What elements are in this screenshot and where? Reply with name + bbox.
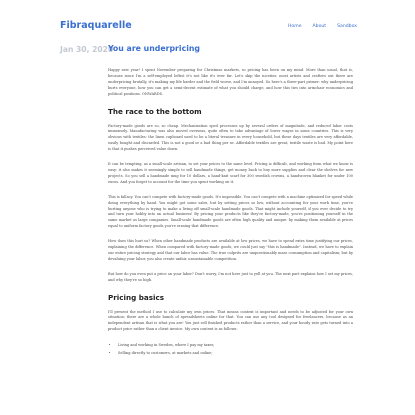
post-title: You are underpricing [108, 44, 201, 53]
context-list [108, 342, 353, 356]
intro-paragraph: Happy new year! I spent November preparing for Christmas markets, so pricing has been on my mind. More than usual, that is, because since I'm a self-employed leftist it's not like it's ever far. Let's skip the niceties: most artists and crafters out there are underpricing brutally, it's making my life harder and the field worse, and I'm annoyed. So here's a three-part primer: why underpricing hurts everyone, how you can get a semi-decent estimate of what you should charge, and how this ties into armchair economics and political positions. ONWARDS. [108, 68, 353, 96]
site-title-link[interactable]: Fibraquarelle [60, 20, 132, 31]
nav-about-link[interactable]: About [312, 24, 327, 29]
race-paragraph-4: How does this hurt us? When other handmade products are available at low prices, we have to spend extra time justifying our prices, explaining the difference. When compared with factory-made goods, we could just say "this is handmade". Instead, we have to explain our entire pricing strategy and that our labor has value. The true culprits are unquestionably mass consumption and capitalism; but by devaluing your labor, you also create unfair, unsustainable competition. [108, 239, 353, 261]
race-paragraph-5: But how do you even put a price on your labor? Don't worry, I'm not here just to yell at you. The next part explains how I set my prices, and why they're so high. [108, 271, 353, 282]
list-item: • Living and working in Sweden, where I pay my taxes; [118, 342, 353, 348]
race-paragraph-1: Factory-made goods are so, so cheap. Mechanization sped processes up by several orders of magnitude, and reduced labor costs immensely. Manufacturing was also moved overseas, quite often to take advantage of lower wages in some countries. This is very obvious with textiles: the linen cupboard used to be a literal treasure in every household, but these days textiles are very affordable, easily bought and discarded. This is not a good or a bad thing per se. Affordable textiles are great, textile waste is bad. My point here is that it pushes perceived value down. [108, 123, 353, 152]
section-heading-basics: Pricing basics [108, 292, 165, 302]
main-nav [288, 24, 357, 29]
basics-paragraph-1: I'll present the method I use to calculate my own prices. That means context is important and needs to be adjusted for your own situation: there are a whole bunch of spreadsheets online for that. You can use any tool designed for freelancers, because as an independent artisan that is what you are! You just sell finished products rather than a service, and your hourly rate gets turned into a product price rather than a client invoice. My own context is as follows: [108, 309, 353, 332]
list-item: • Selling directly to customers, at markets and online; [118, 350, 353, 356]
race-paragraph-3: This is fallacy. You can't compete with factory-made goods. It's impossible. You can't compete with a machine optimized for speed while doing everything by hand. You might get some sales, but by setting prices so low, without accounting for your work time, you're hurting anyone who is trying to make a living off small-scale handmade goods. That might include yourself, if you ever decide to try and turn your hobby into an actual business! By pricing your products like they're factory-made, you're positioning yourself in the same market as large companies. Small-scale handmade goods are often high quality and unique: by making them available at prices equal to uniform factory goods you're erasing that difference. [108, 194, 353, 229]
post-content [108, 44, 353, 357]
nav-sandbox-link[interactable]: Sandbox [337, 24, 357, 29]
section-heading-race: The race to the bottom [108, 106, 202, 116]
nav-home-link[interactable]: Home [287, 24, 302, 29]
race-paragraph-2: It can be tempting, as a small-scale artisan, to set your prices to the same level. Pricing is difficult, and working from what we know is easy: it also makes it seemingly simple to sell handmade things, get money back to buy more supplies and clear the shelves for new projects. So you sell a handmade mug for 10 dollars, a hand-knit scarf for 300 swedish crowns, a handwoven blanket for under 100 euros. And you forget to account for the time you spent working on it. [108, 162, 353, 184]
post-date: Jan 30, 2020 [60, 45, 114, 54]
